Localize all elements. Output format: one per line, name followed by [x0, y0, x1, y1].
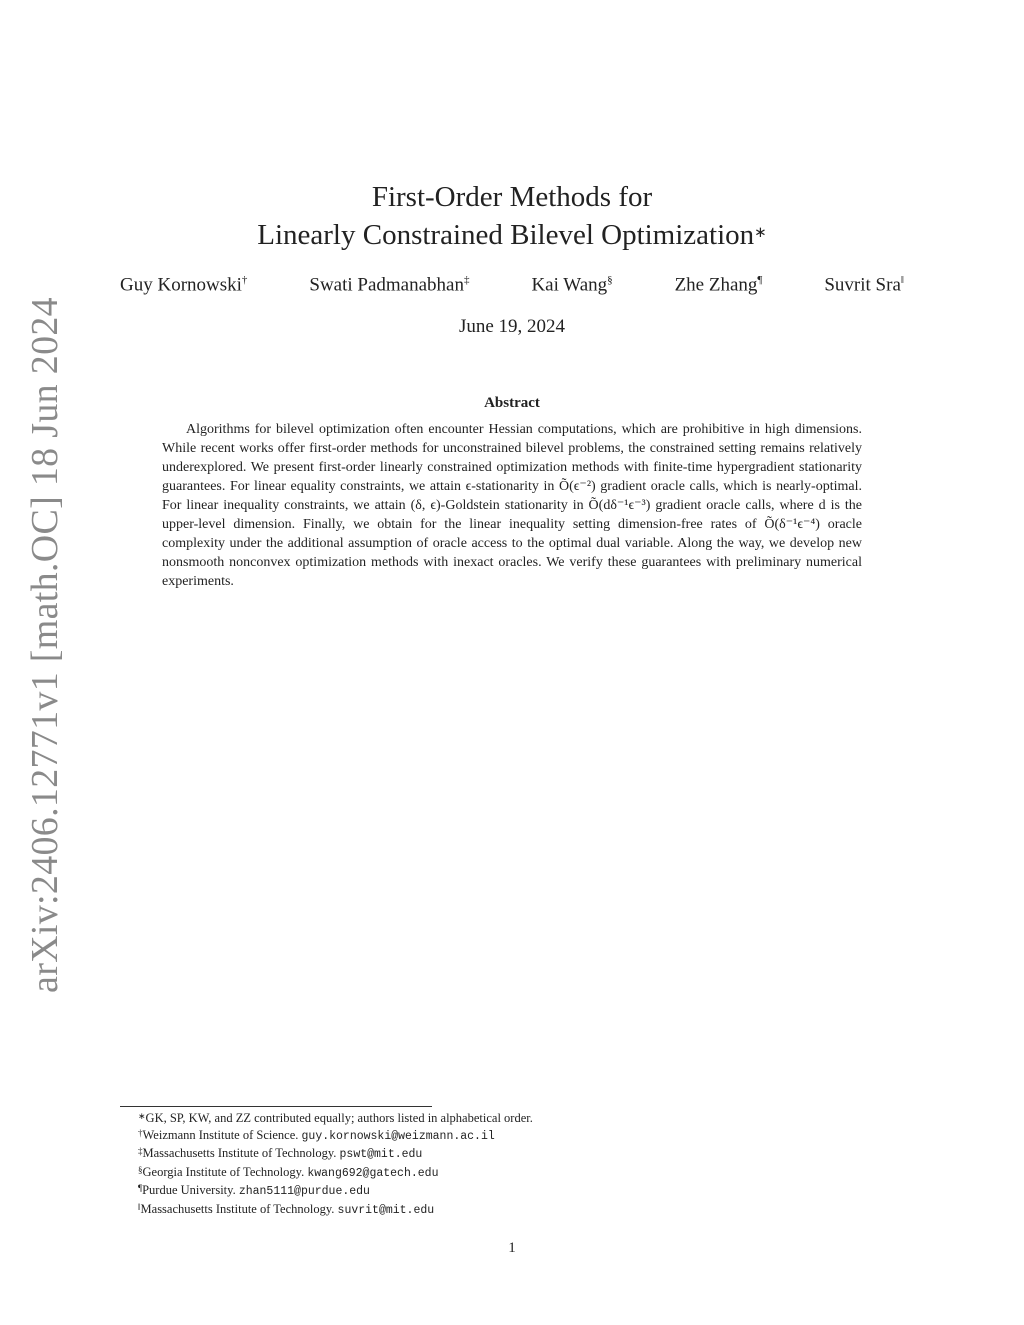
footnote-text: Georgia Institute of Technology.	[142, 1164, 305, 1179]
paper-title	[160, 178, 864, 254]
publication-date: June 19, 2024	[458, 316, 566, 337]
author	[120, 274, 247, 296]
footnote-mark: ‖	[138, 1201, 141, 1212]
footnote-email[interactable]: pswt@mit.edu	[339, 1148, 423, 1161]
author	[824, 274, 904, 296]
footnote-mark: ¶	[138, 1183, 143, 1193]
author-mark: †	[241, 274, 248, 286]
abstract-text: Algorithms for bilevel optimization often encounter Hessian computations, which are prohibitive in high dimensions. While recent works offer first-order methods for unconstrained bilevel problems, the constrained setting remains relatively underexplored. We present first-order linearly constrained optimization methods with finite-time hypergradient stationarity guarantees. For linear equality constraints, we attain ϵ-stationarity in Õ(ϵ⁻²) gradient oracle calls, which is nearly-optimal. For linear inequality constraints, we attain (δ, ϵ)-Goldstein stationarity in Õ(dδ⁻¹ϵ⁻³) gradient oracle calls, where d is the upper-level dimension. Finally, we obtain for the linear inequality setting dimension-free rates of Õ(δ⁻¹ϵ⁻⁴) oracle complexity under the additional assumption of oracle access to the optimal dual variable. Along the way, we develop new nonsmooth nonconvex optimization methods with inexact oracles. We verify these guarantees with preliminary numerical experiments.	[162, 422, 862, 589]
footnote-mark: ‡	[138, 1146, 143, 1156]
footnote	[138, 1110, 898, 1127]
footnote-mark: †	[138, 1127, 143, 1138]
author-mark: ¶	[757, 274, 763, 286]
footnote-text: GK, SP, KW, and ZZ contributed equally; authors listed in alphabetical order.	[145, 1111, 533, 1125]
author	[531, 274, 612, 296]
footnote-email[interactable]: suvrit@mit.edu	[337, 1203, 435, 1217]
arxiv-identifier-stamp	[5, 297, 85, 993]
footnote-text: Purdue University.	[142, 1183, 236, 1197]
footnote-divider	[120, 1106, 432, 1107]
title-line-2	[160, 216, 864, 254]
footnote	[138, 1145, 898, 1164]
author-mark: ‡	[463, 274, 470, 286]
author-list	[120, 274, 904, 296]
author-mark: §	[607, 274, 613, 286]
footnote	[138, 1127, 898, 1146]
title-footnote-mark: ∗	[754, 225, 767, 241]
author	[675, 274, 763, 296]
footnotes	[138, 1110, 898, 1219]
title-line-2-text: Linearly Constrained Bilevel Optimization	[257, 219, 755, 251]
footnote	[138, 1201, 898, 1220]
author-mark: ‖	[900, 274, 904, 286]
footnote-email[interactable]: kwang692@gatech.edu	[307, 1166, 439, 1180]
footnote-text: Massachusetts Institute of Technology.	[140, 1201, 335, 1216]
author-name: Suvrit Sra	[824, 274, 901, 296]
page-number: 1	[508, 1240, 516, 1256]
author-name: Kai Wang	[531, 274, 608, 296]
footnote-email[interactable]: guy.kornowski@weizmann.ac.il	[301, 1129, 495, 1143]
author-name: Swati Padmanabhan	[309, 274, 464, 296]
footnote	[138, 1182, 898, 1201]
author-name: Guy Kornowski	[120, 274, 242, 296]
footnote-mark: §	[138, 1164, 143, 1175]
footnote	[138, 1164, 898, 1183]
arxiv-identifier-text: arXiv:2406.12771v1 [math.OC] 18 Jun 2024	[24, 297, 67, 993]
footnote-text: Massachusetts Institute of Technology.	[142, 1146, 337, 1160]
author	[309, 274, 469, 296]
title-line-1: First-Order Methods for	[371, 181, 653, 213]
footnote-mark: ∗	[138, 1111, 146, 1121]
footnote-text: Weizmann Institute of Science.	[142, 1127, 299, 1142]
abstract-heading: Abstract	[484, 395, 540, 411]
footnote-email[interactable]: zhan5111@purdue.edu	[238, 1185, 370, 1198]
author-name: Zhe Zhang	[674, 274, 758, 296]
